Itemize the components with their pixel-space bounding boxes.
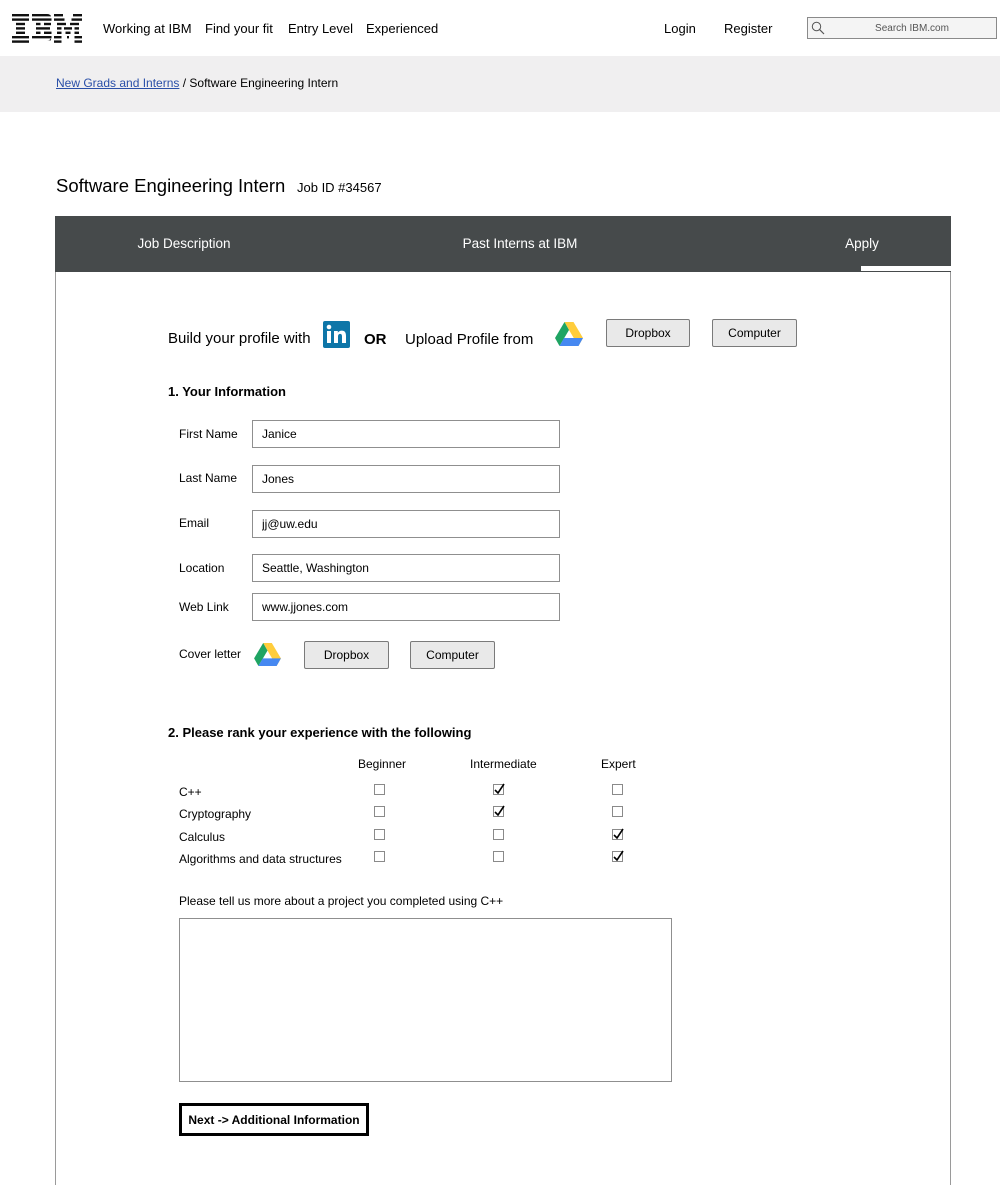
next-additional-information-button[interactable]: Next -> Additional Information xyxy=(179,1103,369,1136)
google-drive-icon[interactable] xyxy=(555,322,583,346)
nav-experienced[interactable]: Experienced xyxy=(366,21,439,36)
level-header-expert: Expert xyxy=(601,757,636,771)
section-your-information-heading: 1. Your Information xyxy=(168,384,286,399)
cover-letter-dropbox-button[interactable]: Dropbox xyxy=(304,641,389,669)
breadcrumb-bar xyxy=(0,56,1000,112)
breadcrumb xyxy=(56,76,338,90)
web-link-field[interactable] xyxy=(252,593,560,621)
nav-working-at-ibm[interactable]: Working at IBM xyxy=(103,21,192,36)
profile-computer-button[interactable]: Computer xyxy=(712,319,797,347)
checkbox-cpp-expert[interactable] xyxy=(612,784,623,795)
section-rank-experience-heading: 2. Please rank your experience with the following xyxy=(168,725,472,740)
checkbox-cryptography-expert[interactable] xyxy=(612,806,623,817)
web-link-label: Web Link xyxy=(179,600,229,614)
project-prompt: Please tell us more about a project you completed using C++ xyxy=(179,894,504,908)
first-name-field[interactable] xyxy=(252,420,560,448)
page-title: Software Engineering Intern xyxy=(56,175,286,196)
checkbox-cryptography-beginner[interactable] xyxy=(374,806,385,817)
checkbox-cryptography-intermediate[interactable] xyxy=(493,806,504,817)
checkmark-icon xyxy=(493,804,506,818)
cover-letter-label: Cover letter xyxy=(179,647,242,661)
profile-dropbox-button[interactable]: Dropbox xyxy=(606,319,690,347)
checkbox-calculus-expert[interactable] xyxy=(612,829,623,840)
nav-find-your-fit[interactable]: Find your fit xyxy=(205,21,273,36)
or-label: OR xyxy=(364,331,387,348)
active-tab-indicator xyxy=(861,266,973,271)
register-link[interactable]: Register xyxy=(724,21,773,36)
level-header-beginner: Beginner xyxy=(358,757,407,771)
job-id: Job ID #34567 xyxy=(297,180,382,195)
checkbox-cpp-beginner[interactable] xyxy=(374,784,385,795)
ibm-logo[interactable] xyxy=(12,14,82,43)
search-icon[interactable] xyxy=(811,21,825,35)
google-drive-icon[interactable] xyxy=(254,643,281,666)
last-name-label: Last Name xyxy=(179,471,238,485)
tab-bar xyxy=(55,216,951,272)
checkmark-icon xyxy=(612,827,625,841)
checkbox-algorithms-expert[interactable] xyxy=(612,851,623,862)
location-label: Location xyxy=(179,561,225,575)
breadcrumb-link-new-grads[interactable]: New Grads and Interns xyxy=(56,76,180,90)
linkedin-icon[interactable] xyxy=(323,321,350,348)
skill-label-cryptography: Cryptography xyxy=(179,807,252,821)
cover-letter-computer-button[interactable]: Computer xyxy=(410,641,495,669)
skill-label-cpp: C++ xyxy=(179,785,202,799)
checkbox-algorithms-beginner[interactable] xyxy=(374,851,385,862)
search-box xyxy=(807,17,997,39)
email-label: Email xyxy=(179,516,210,530)
checkbox-algorithms-intermediate[interactable] xyxy=(493,851,504,862)
upload-profile-label: Upload Profile from xyxy=(405,331,534,348)
location-field[interactable] xyxy=(252,554,560,582)
tab-job-description[interactable]: Job Description xyxy=(137,236,231,251)
search-input[interactable] xyxy=(830,18,994,38)
login-link[interactable]: Login xyxy=(664,21,696,36)
breadcrumb-separator: / xyxy=(179,76,190,90)
checkbox-calculus-beginner[interactable] xyxy=(374,829,385,840)
checkmark-icon xyxy=(493,782,506,796)
skill-label-algorithms: Algorithms and data structures xyxy=(179,852,342,866)
checkmark-icon xyxy=(612,849,625,863)
tab-past-interns[interactable]: Past Interns at IBM xyxy=(462,236,578,251)
top-navigation xyxy=(0,0,1000,56)
checkbox-calculus-intermediate[interactable] xyxy=(493,829,504,840)
nav-entry-level[interactable]: Entry Level xyxy=(288,21,354,36)
email-field[interactable] xyxy=(252,510,560,538)
skill-label-calculus: Calculus xyxy=(179,830,226,844)
breadcrumb-current: Software Engineering Intern xyxy=(189,76,339,90)
last-name-field[interactable] xyxy=(252,465,560,493)
level-header-intermediate: Intermediate xyxy=(470,757,537,771)
project-description-textarea[interactable] xyxy=(179,918,672,1082)
tab-apply[interactable]: Apply xyxy=(845,236,879,251)
build-profile-label: Build your profile with xyxy=(168,330,311,347)
checkbox-cpp-intermediate[interactable] xyxy=(493,784,504,795)
first-name-label: First Name xyxy=(179,427,238,441)
